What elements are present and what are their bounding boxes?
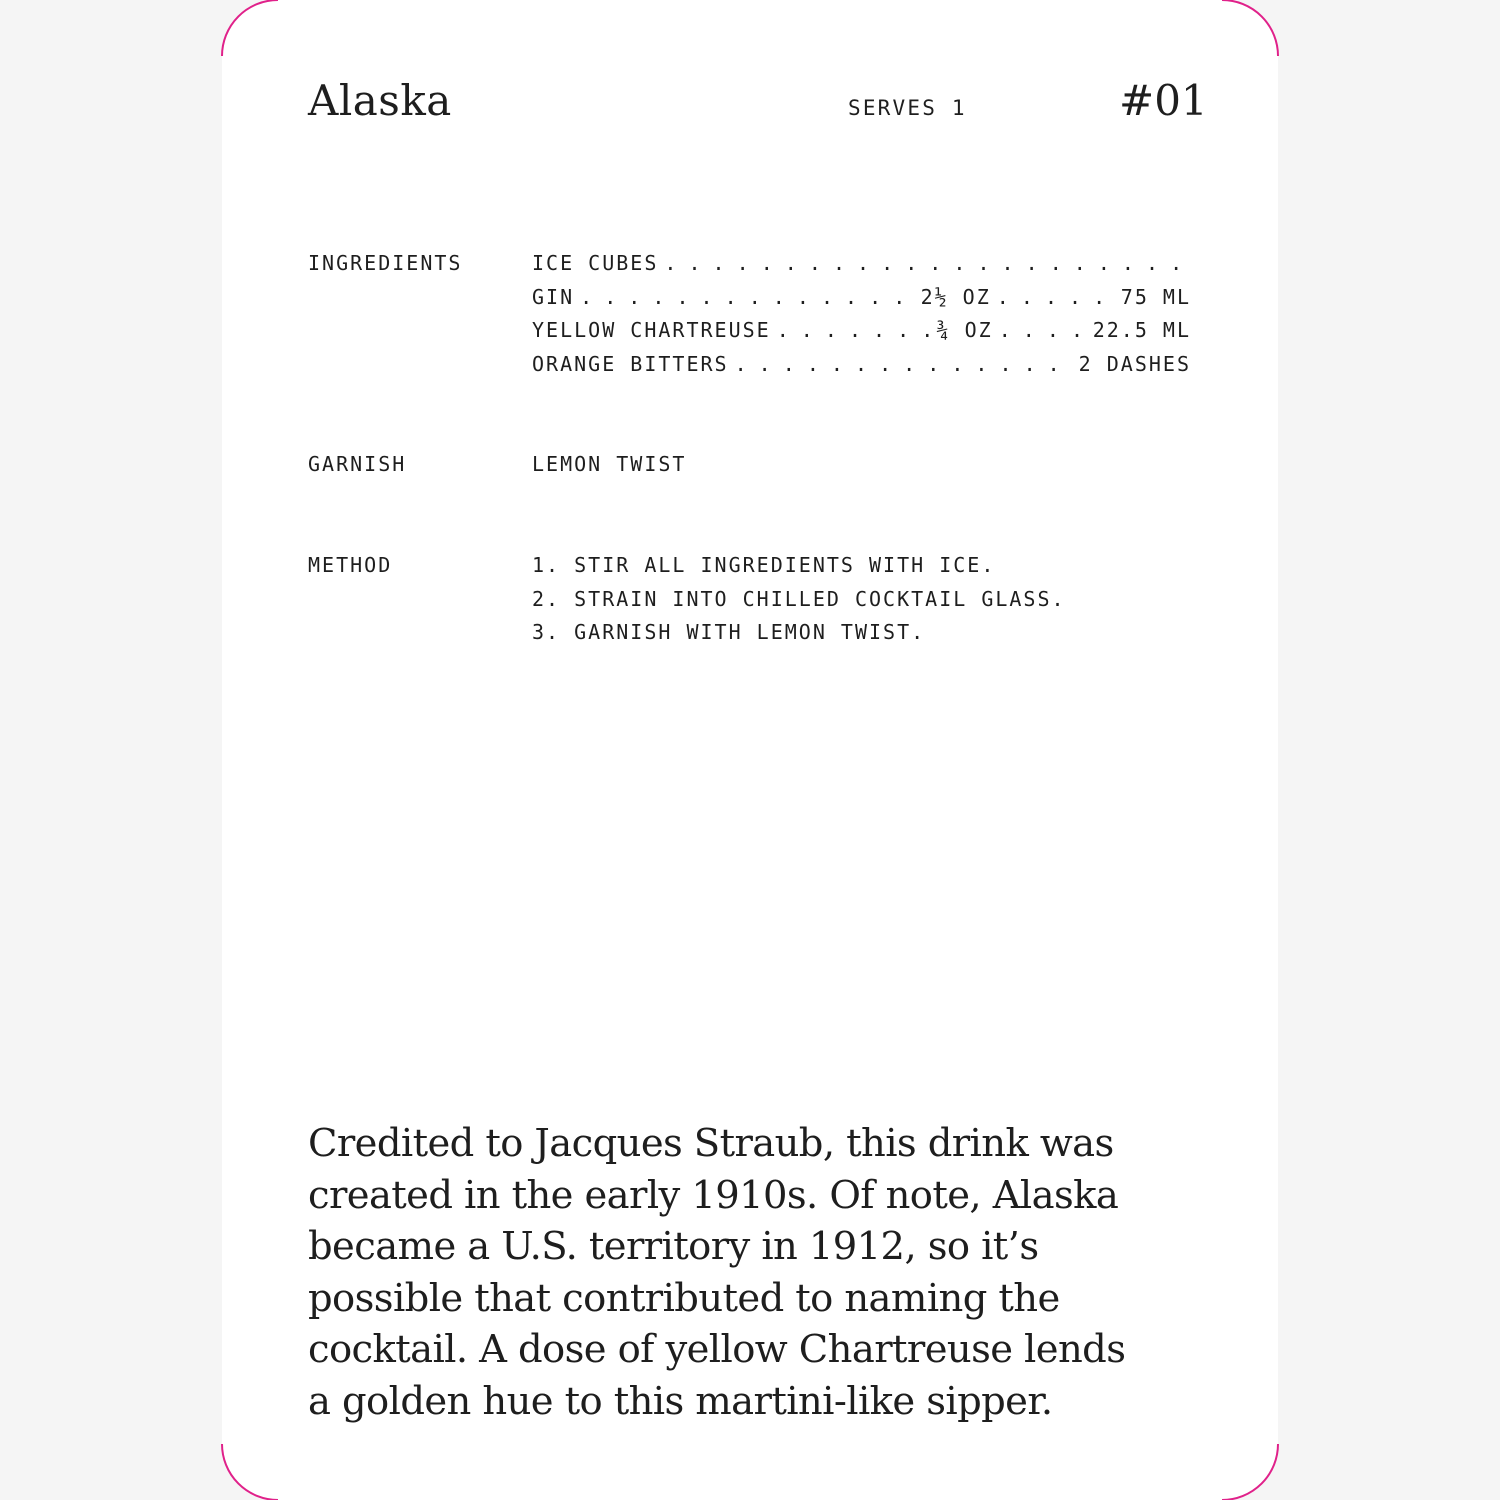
ingredient-name: YELLOW CHARTREUSE xyxy=(532,318,771,342)
ingredients-list xyxy=(532,247,1191,381)
recipe-title: Alaska xyxy=(308,76,452,125)
description-line: a golden hue to this martini-like sipper. xyxy=(308,1378,1053,1424)
recipe-description xyxy=(308,1118,1168,1428)
leader-dots xyxy=(664,247,1185,281)
description-line: possible that contributed to naming the xyxy=(308,1275,1060,1321)
recipe-number: #01 xyxy=(1119,76,1208,125)
method-label: METHOD xyxy=(308,553,393,577)
ingredient-row xyxy=(532,281,1191,315)
method-steps xyxy=(532,549,1066,650)
ingredient-name: ORANGE BITTERS xyxy=(532,351,729,376)
leader-dots xyxy=(999,314,1087,348)
method-step: 2. STRAIN INTO CHILLED COCKTAIL GLASS. xyxy=(532,586,1066,611)
ingredient-name: GIN xyxy=(532,284,575,309)
description-line: created in the early 1910s. Of note, Alaska xyxy=(308,1172,1119,1218)
ingredient-amount-ml: 2 DASHES xyxy=(1078,351,1191,376)
leader-dots xyxy=(580,281,914,315)
ingredient-name: ICE CUBES xyxy=(532,251,659,275)
description-line: cocktail. A dose of yellow Chartreuse lends xyxy=(308,1327,1126,1373)
ingredient-row xyxy=(532,247,1191,281)
ingredient-amount-oz: ¾ OZ xyxy=(936,318,993,342)
ingredient-amount-oz: 2½ OZ xyxy=(920,284,991,309)
leader-dots xyxy=(735,348,1073,382)
method-step: 1. STIR ALL INGREDIENTS WITH ICE. xyxy=(532,553,996,577)
description-line: became a U.S. territory in 1912, so it’s xyxy=(308,1224,1039,1270)
ingredients-label: INGREDIENTS xyxy=(308,251,463,275)
serves-count: SERVES 1 xyxy=(848,96,967,120)
garnish-label: GARNISH xyxy=(308,452,407,476)
description-line: Credited to Jacques Straub, this drink was xyxy=(308,1121,1114,1166)
leader-dots xyxy=(997,281,1115,315)
garnish-value: LEMON TWIST xyxy=(532,452,687,476)
ingredient-amount-ml: 22.5 ML xyxy=(1092,318,1191,342)
ingredient-row xyxy=(532,348,1191,382)
ingredient-amount-ml: 75 ML xyxy=(1120,284,1191,309)
ingredient-row xyxy=(532,314,1191,348)
method-step: 3. GARNISH WITH LEMON TWIST. xyxy=(532,620,926,644)
leader-dots xyxy=(777,314,931,348)
